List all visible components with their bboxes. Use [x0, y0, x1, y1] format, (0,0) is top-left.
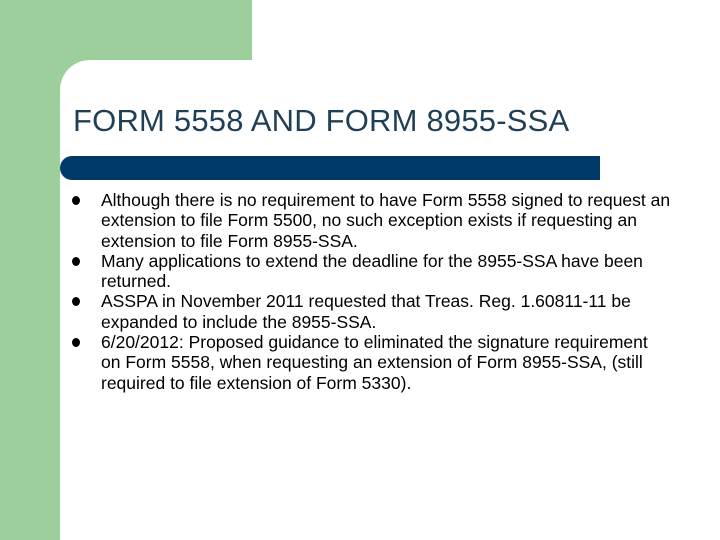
title-underline-bar [60, 156, 600, 180]
decorative-green-block-left [0, 0, 60, 540]
bullet-item [72, 190, 672, 251]
bullet-list [72, 190, 672, 393]
slide-title: FORM 5558 AND FORM 8955-SSA [73, 103, 570, 138]
bullet-text: Although there is no requirement to have Form 5558 signed to request an extension to file Form 5500, no such exception exists if requesting an extension to file Form 8955-SSA. [101, 190, 671, 251]
bullet-dot-icon [72, 338, 80, 347]
bullet-item [72, 291, 672, 332]
bullet-item [72, 332, 672, 393]
bullet-text: Many applications to extend the deadline for the 8955-SSA have been returned. [101, 250, 643, 292]
bullet-dot-icon [72, 196, 80, 205]
bullet-text: ASSPA in November 2011 requested that Treas. Reg. 1.60811-11 be expanded to include the 8955-SSA. [101, 291, 631, 332]
bullet-dot-icon [72, 257, 80, 266]
bullet-dot-icon [72, 297, 80, 306]
bullet-item [72, 251, 672, 292]
bullet-text: 6/20/2012: Proposed guidance to eliminated the signature requirement on Form 5558, when requesting an extension of Form 8955-SSA, (still required to file extension of Form 5330). [101, 332, 648, 393]
